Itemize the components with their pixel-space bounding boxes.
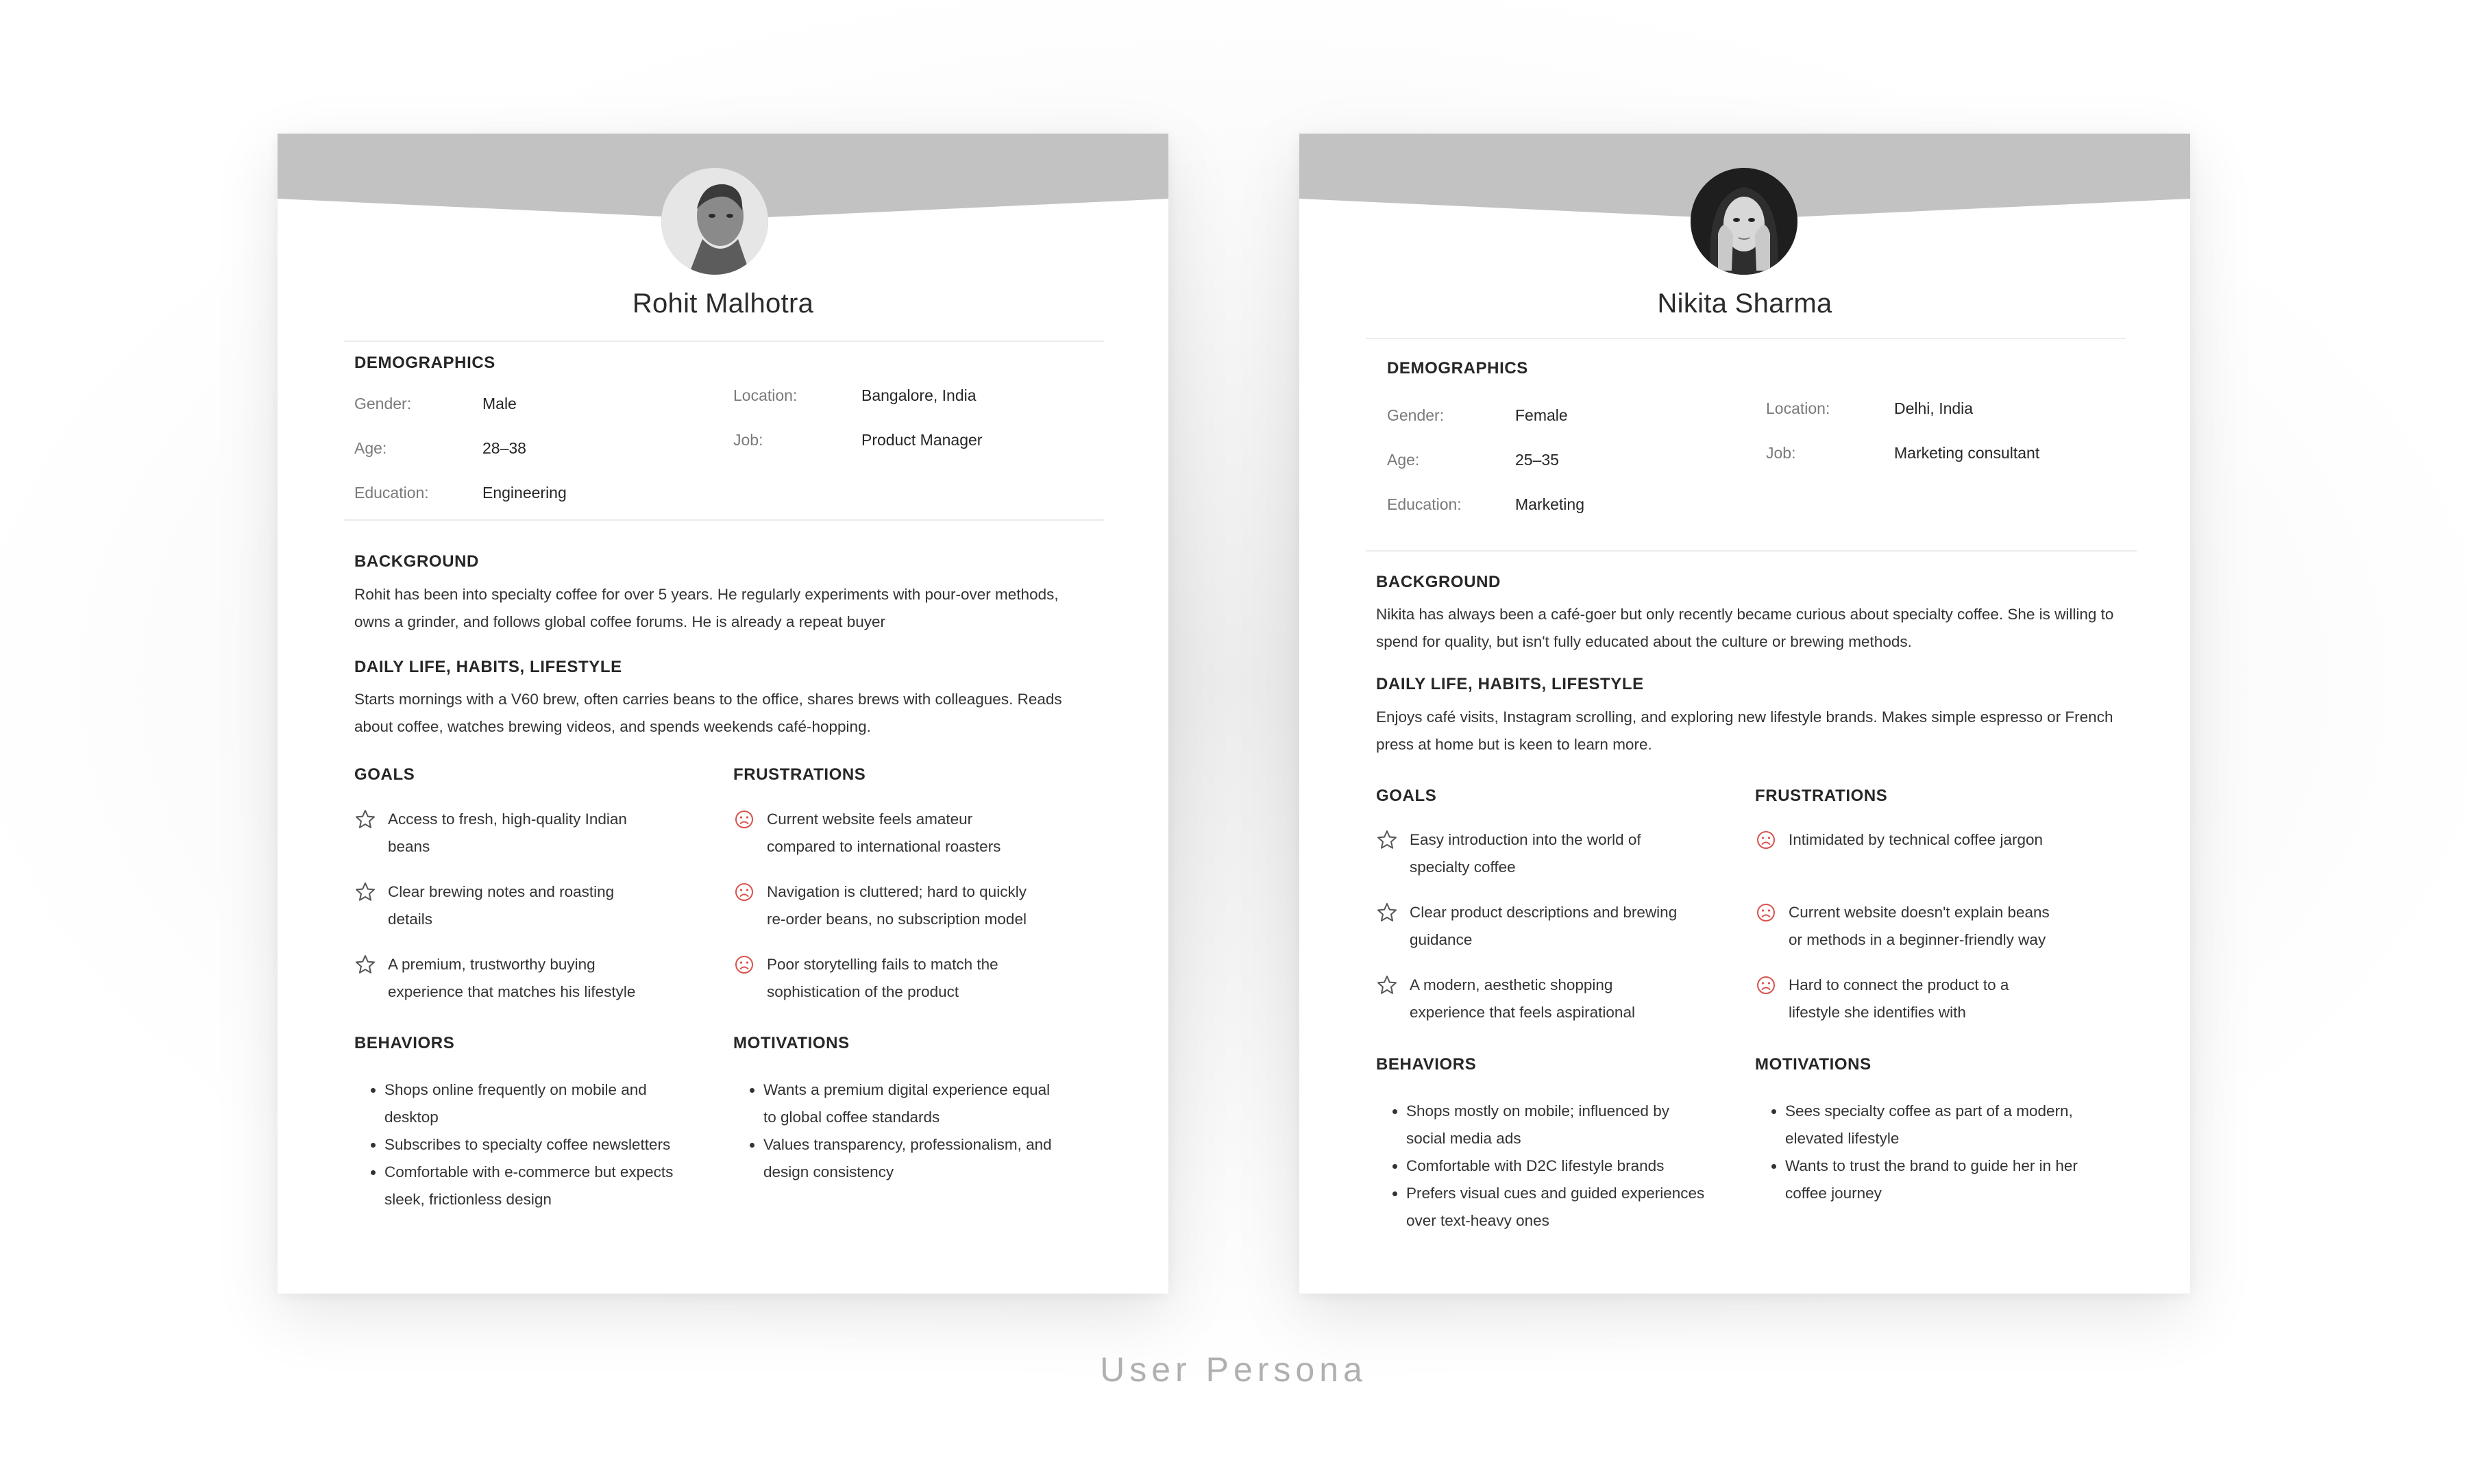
- behaviors-heading: BEHAVIORS: [354, 1034, 455, 1052]
- persona-card-nikita-lower: [1299, 134, 2190, 1294]
- daily-life-heading: DAILY LIFE, HABITS, LIFESTYLE: [1376, 675, 1644, 693]
- education-label: Education:: [1387, 495, 1462, 513]
- location-label: Location:: [733, 386, 798, 404]
- motivations-heading: MOTIVATIONS: [1755, 1055, 1871, 1074]
- job-label: Job:: [733, 431, 763, 449]
- goal-text: Access to fresh, high-quality Indian beans: [388, 811, 627, 855]
- list-item: • Shops mostly on mobile; influenced by social media ads: [1406, 1098, 1708, 1152]
- page-caption: User Persona: [1100, 1350, 1367, 1389]
- behaviors-list: [1382, 1098, 1708, 1235]
- list-item: • Sees specialty coffee as part of a modern, elevated lifestyle: [1785, 1098, 2087, 1152]
- daily-life-text: Starts mornings with a V60 brew, often carries beans to the office, shares brews with colleagues. Reads about coffee, watches brewing videos, and spends weekends café-hopping.: [354, 691, 1062, 735]
- frustration-text: Poor storytelling fails to match the sophistication of the product: [767, 956, 998, 1000]
- behaviors-list: [360, 1076, 686, 1213]
- age-label: Age:: [1387, 451, 1420, 469]
- list-item: • Shops online frequently on mobile and desktop: [384, 1076, 686, 1131]
- frustration-text: Hard to connect the product to a lifestyle she identifies with: [1789, 976, 2009, 1021]
- frustration-text: Current website feels amateur compared to international roasters: [767, 811, 1001, 855]
- gender-label: Gender:: [1387, 406, 1445, 424]
- behaviors-heading: BEHAVIORS: [1376, 1055, 1477, 1074]
- job-value: Product Manager: [861, 431, 983, 449]
- background-heading: BACKGROUND: [1376, 573, 1501, 591]
- goal-text: Easy introduction into the world of specialty coffee: [1410, 831, 1641, 876]
- daily-life-heading: DAILY LIFE, HABITS, LIFESTYLE: [354, 658, 622, 676]
- list-item: • Comfortable with D2C lifestyle brands: [1406, 1152, 1708, 1180]
- education-value: Engineering: [482, 484, 567, 502]
- demographics-heading: DEMOGRAPHICS: [354, 354, 495, 372]
- persona-name: Nikita Sharma: [1657, 288, 1832, 319]
- frustration-text: Current website doesn't explain beans or methods in a beginner-friendly way: [1789, 904, 2050, 948]
- gender-value: Male: [482, 395, 517, 412]
- persona-card-rohit-lower: [278, 134, 1168, 1294]
- goal-text: A premium, trustworthy buying experience that matches his lifestyle: [388, 956, 636, 1000]
- location-value: Bangalore, India: [861, 386, 977, 404]
- motivations-heading: MOTIVATIONS: [733, 1034, 850, 1052]
- education-label: Education:: [354, 484, 429, 502]
- list-item: • Subscribes to specialty coffee newsletters: [384, 1131, 686, 1159]
- frustrations-heading: FRUSTRATIONS: [1755, 787, 1888, 805]
- frustrations-heading: FRUSTRATIONS: [733, 765, 866, 784]
- demographics-heading: DEMOGRAPHICS: [1387, 359, 1528, 378]
- persona-name: Rohit Malhotra: [632, 288, 814, 319]
- motivations-list: [739, 1076, 1065, 1186]
- daily-life-text: Enjoys café visits, Instagram scrolling, and exploring new lifestyle brands. Makes simple espresso or French press at home but is keen to learn more.: [1376, 708, 2113, 753]
- list-item: • Prefers visual cues and guided experiences over text-heavy ones: [1406, 1180, 1708, 1235]
- job-value: Marketing consultant: [1894, 444, 2040, 462]
- goal-text: Clear brewing notes and roasting details: [388, 883, 615, 928]
- frustration-text: Intimidated by technical coffee jargon: [1789, 831, 2043, 848]
- job-label: Job:: [1766, 444, 1796, 462]
- age-value: 28–38: [482, 439, 526, 457]
- education-value: Marketing: [1515, 495, 1584, 513]
- gender-value: Female: [1515, 406, 1568, 424]
- background-text: Rohit has been into specialty coffee for over 5 years. He regularly experiments with pour-over methods, owns a grinder, and follows global coffee forums. He is already a repeat buyer: [354, 586, 1059, 630]
- background-text: Nikita has always been a café-goer but only recently became curious about specialty coffee. She is willing to spend for quality, but isn't fully educated about the culture or brewing methods.: [1376, 606, 2114, 650]
- motivations-list: [1760, 1098, 2087, 1207]
- list-item: • Values transparency, professionalism, and design consistency: [763, 1131, 1065, 1186]
- age-value: 25–35: [1515, 451, 1559, 469]
- list-item: • Comfortable with e-commerce but expects sleek, frictionless design: [384, 1159, 686, 1213]
- list-item: • Wants a premium digital experience equal to global coffee standards: [763, 1076, 1065, 1131]
- location-value: Delhi, India: [1894, 399, 1974, 417]
- age-label: Age:: [354, 439, 387, 457]
- list-item: • Wants to trust the brand to guide her in her coffee journey: [1785, 1152, 2087, 1207]
- goals-heading: GOALS: [354, 765, 415, 784]
- goals-heading: GOALS: [1376, 787, 1437, 805]
- frustration-text: Navigation is cluttered; hard to quickly re-order beans, no subscription model: [767, 883, 1027, 928]
- goal-text: Clear product descriptions and brewing guidance: [1410, 904, 1678, 948]
- goal-text: A modern, aesthetic shopping experience that feels aspirational: [1410, 976, 1635, 1021]
- location-label: Location:: [1766, 399, 1830, 417]
- background-heading: BACKGROUND: [354, 552, 479, 571]
- gender-label: Gender:: [354, 395, 412, 412]
